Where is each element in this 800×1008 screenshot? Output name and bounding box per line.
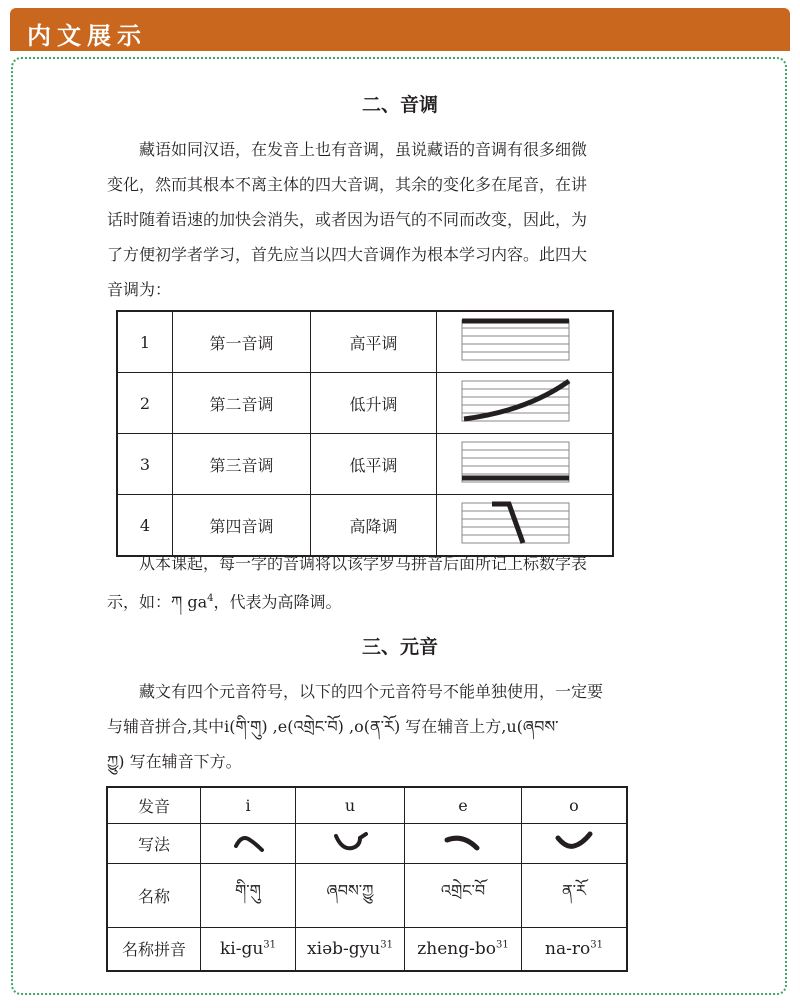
table-row bbox=[107, 863, 627, 927]
tone-table bbox=[116, 310, 614, 557]
tones-intro-paragraph bbox=[107, 132, 637, 307]
vowels-intro-paragraph bbox=[107, 674, 637, 779]
gigu-vowel-mark-icon bbox=[201, 823, 296, 863]
tone-number: 1 bbox=[117, 311, 173, 373]
row-label: 名称 bbox=[107, 863, 201, 927]
tone-number: 3 bbox=[117, 434, 173, 495]
paragraph-line: 了方便初学者学习，首先应当以四大音调作为根本学习内容。此四大 bbox=[107, 245, 588, 264]
section-title-vowels: 三、元音 bbox=[361, 636, 438, 658]
vowel-name-tibetan: ཞབས་ཀྱུ bbox=[296, 863, 405, 927]
vowel-sound: i bbox=[201, 787, 296, 823]
tone-name: 第二音调 bbox=[173, 373, 311, 434]
paragraph-line: 与辅音拼合,其中i(གི་གུ) ,e(འགྲེང་བོ) ,o(ན་རོ) 写在辅音上方,u(ཞབས་ bbox=[107, 717, 559, 736]
tone-name: 第一音调 bbox=[173, 311, 311, 373]
low-level-tone-icon bbox=[437, 434, 614, 495]
table-row bbox=[107, 787, 627, 823]
section-title-tones: 二、音调 bbox=[361, 94, 438, 116]
tone-notation-paragraph bbox=[107, 546, 637, 619]
vowel-sound: e bbox=[405, 787, 522, 823]
paragraph-line: 音调为： bbox=[107, 280, 172, 299]
tone-number: 4 bbox=[117, 495, 173, 557]
tone-superscript: 4 bbox=[207, 593, 214, 604]
vowel-name-tibetan: འགྲེང་བོ bbox=[405, 863, 522, 927]
table-row bbox=[107, 927, 627, 971]
table-row bbox=[107, 823, 627, 863]
vowel-name-pinyin: zheng-$bo^{31}$ bbox=[405, 927, 522, 971]
vowel-name-tibetan: གི་གུ bbox=[201, 863, 296, 927]
row-label: 名称拼音 bbox=[107, 927, 201, 971]
header-title: 内文展示 bbox=[27, 22, 147, 50]
drengbu-vowel-mark-icon bbox=[405, 823, 522, 863]
row-label: 写法 bbox=[107, 823, 201, 863]
vowel-table bbox=[106, 786, 628, 972]
tone-type: 高降调 bbox=[311, 495, 437, 557]
table-row bbox=[117, 311, 613, 373]
paragraph-line: 话时随着语速的加快会消失，或者因为语气的不同而改变，因此，为 bbox=[107, 210, 588, 229]
table-row bbox=[117, 434, 613, 495]
naro-vowel-mark-icon bbox=[522, 823, 628, 863]
vowel-name-tibetan: ན་རོ bbox=[522, 863, 628, 927]
vowel-name-pinyin: $na-ro^{31}$ bbox=[522, 927, 628, 971]
zhabkyu-vowel-mark-icon bbox=[296, 823, 405, 863]
high-level-tone-icon bbox=[437, 311, 614, 373]
vowel-name-pinyin: $ki-gu^{31}$ bbox=[201, 927, 296, 971]
tibetan-example: ཀ bbox=[171, 592, 183, 612]
vowel-sound: o bbox=[522, 787, 628, 823]
vowel-name-pinyin: xiəb-gyu$^{31}$ bbox=[296, 927, 405, 971]
tone-number: 2 bbox=[117, 373, 173, 434]
paragraph-line: 藏文有四个元音符号，以下的四个元音符号不能单独使用，一定要 bbox=[139, 682, 604, 701]
table-row bbox=[117, 373, 613, 434]
paragraph-line: 变化，然而其根本不离主体的四大音调，其余的变化多在尾音，在讲 bbox=[107, 175, 588, 194]
tone-name: 第三音调 bbox=[173, 434, 311, 495]
vowel-sound: u bbox=[296, 787, 405, 823]
paragraph-line: ཀྱུ) 写在辅音下方。 bbox=[107, 752, 242, 771]
tone-type: 低升调 bbox=[311, 373, 437, 434]
row-label: 发音 bbox=[107, 787, 201, 823]
tone-type: 低平调 bbox=[311, 434, 437, 495]
tone-type: 高平调 bbox=[311, 311, 437, 373]
roman-example: ga bbox=[187, 592, 208, 612]
paragraph-line: 从本课起，每一字的音调将以该字罗马拼音后面所记上标数字表 bbox=[139, 554, 588, 573]
header-bar bbox=[10, 8, 790, 51]
paragraph-line: 示，如：ཀ $ga^4$，代表为高降调。 bbox=[107, 592, 342, 612]
tone-name: 第四音调 bbox=[173, 495, 311, 557]
paragraph-line: 藏语如同汉语，在发音上也有音调，虽说藏语的音调有很多细微 bbox=[139, 140, 588, 159]
low-rising-tone-icon bbox=[437, 373, 614, 434]
